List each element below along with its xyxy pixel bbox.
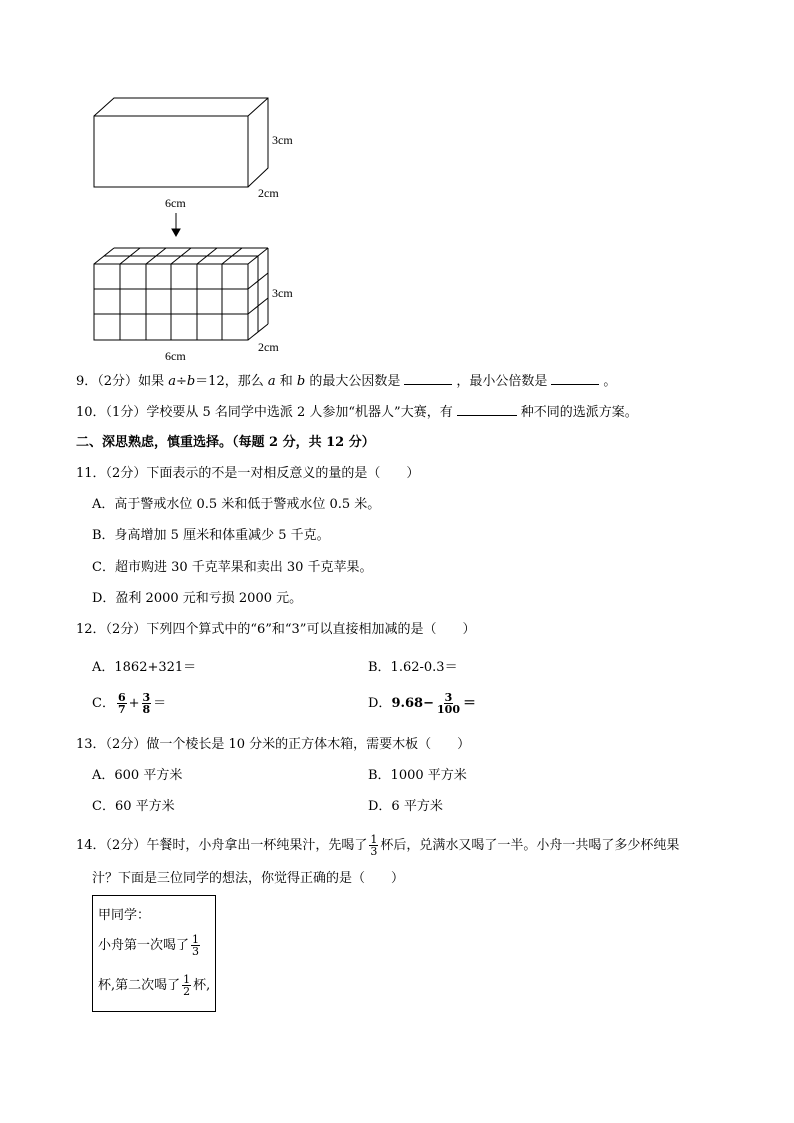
question-13-stem: 13．（2分）做一个棱长是 10 分米的正方体木箱，需要木板（ ） xyxy=(76,737,471,752)
q13-option-b[interactable]: B．1000 平方米 xyxy=(368,768,467,783)
q9-answer-blank-2[interactable] xyxy=(551,372,599,385)
box-line-3: 杯,第二次喝了 $\frac{1}{2}$ 杯, xyxy=(98,973,211,998)
q11-option-d[interactable]: D．盈利 2000 元和亏损 2000 元。 xyxy=(92,591,303,606)
bottom-cuboid-grid xyxy=(94,248,268,340)
q13-option-a[interactable]: A．600 平方米 xyxy=(92,768,183,783)
q12-option-b[interactable]: B．1.62-0.3＝ xyxy=(368,660,458,675)
q13-option-c[interactable]: C．60 平方米 xyxy=(92,799,175,814)
down-arrow-icon xyxy=(172,213,180,236)
student-jia-box xyxy=(92,895,216,1012)
question-14-stem: 14．（2分）午餐时，小舟拿出一杯纯果汁，先喝了 $\frac{1}{3}$ 杯后，兑满水又喝了一半。小舟一共喝了多少杯纯果 xyxy=(76,833,680,858)
box-fraction-1: $\frac{1}{3}$ xyxy=(192,933,200,958)
bottom-depth-label: 2cm xyxy=(258,340,279,354)
q13-option-d[interactable]: D．6 平方米 xyxy=(368,799,443,814)
bottom-width-label: 6cm xyxy=(165,349,186,363)
question-12-stem: 12．（2分）下列四个算式中的“6”和“3”可以直接相加减的是（ ） xyxy=(76,622,476,637)
q12-option-a[interactable]: A．1862+321＝ xyxy=(92,660,197,675)
question-11-stem: 11．（2分）下面表示的不是一对相反意义的量的是（ ） xyxy=(76,466,420,481)
section-2-title: 二、深思熟虑，慎重选择。（每题 2 分，共 12 分） xyxy=(76,435,375,450)
question-14-stem-line2: 汁？下面是三位同学的想法，你觉得正确的是（ ） xyxy=(92,871,405,886)
q12-c-fraction-1: $\frac{6}{7}$ xyxy=(117,691,126,716)
top-width-label: 6cm xyxy=(165,196,186,210)
q10-answer-blank[interactable] xyxy=(457,403,517,416)
box-fraction-2: $\frac{1}{2}$ xyxy=(183,973,191,998)
box-line-1: 甲同学： xyxy=(98,908,151,923)
q11-option-a[interactable]: A．高于警戒水位 0.5 米和低于警戒水位 0.5 米。 xyxy=(92,497,381,512)
bottom-height-label: 3cm xyxy=(272,286,293,300)
top-height-label: 3cm xyxy=(272,133,293,147)
q11-option-c[interactable]: C．超市购进 30 千克苹果和卖出 30 千克苹果。 xyxy=(92,560,373,575)
q9-answer-blank-1[interactable] xyxy=(404,372,452,385)
question-9: 9．（2分）如果 a÷b＝12，那么 a 和 b 的最大公因数是 ，最小公倍数是 。 xyxy=(76,374,617,389)
q12-option-c[interactable]: C． $\frac{6}{7}$ + $\frac{3}{8}$ ＝ xyxy=(92,691,167,716)
q14-fraction: $\frac{1}{3}$ xyxy=(370,833,378,858)
q12-option-d[interactable]: D．9.68− $\frac{3}{100}$ ＝ xyxy=(368,691,476,716)
top-depth-label: 2cm xyxy=(258,186,279,200)
top-cuboid xyxy=(94,98,268,187)
q12-c-fraction-2: $\frac{3}{8}$ xyxy=(142,691,151,716)
box-line-2: 小舟第一次喝了 $\frac{1}{3}$ xyxy=(98,933,200,958)
q11-option-b[interactable]: B．身高增加 5 厘米和体重减少 5 千克。 xyxy=(92,528,330,543)
q12-d-fraction: $\frac{3}{100}$ xyxy=(437,691,460,716)
cuboid-figure xyxy=(0,0,340,370)
question-10: 10．（1分）学校要从 5 名同学中选派 2 人参加“机器人”大赛，有 种不同的选派方案。 xyxy=(76,405,638,420)
